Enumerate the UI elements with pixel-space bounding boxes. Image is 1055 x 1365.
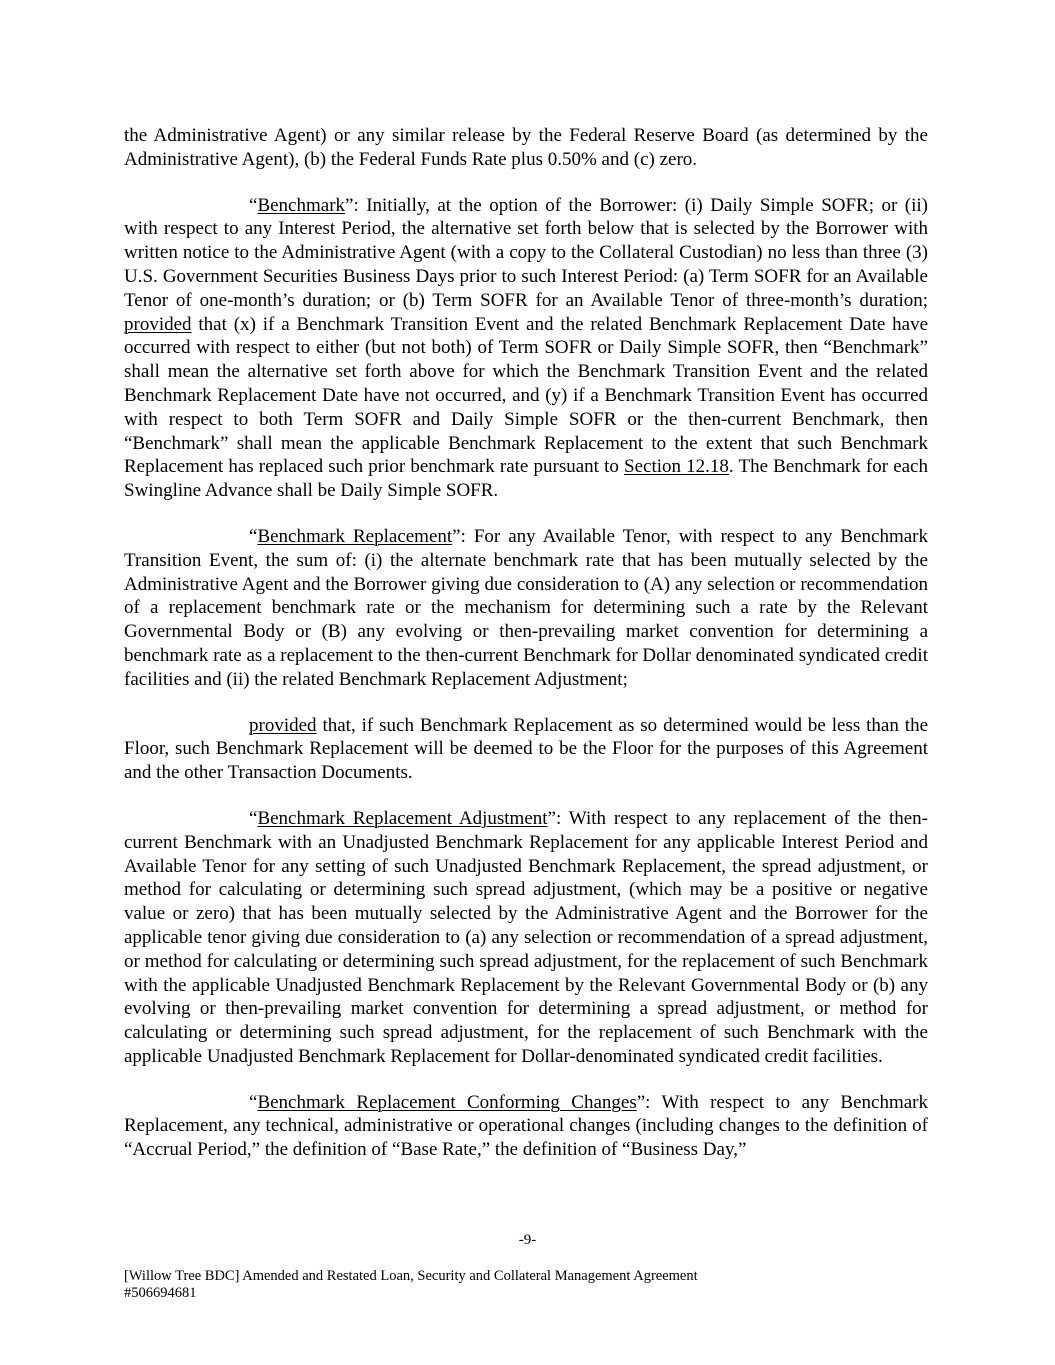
definition-text: . The Benchmark for each Swingline Advance shall be Daily Simple SOFR. xyxy=(124,456,928,502)
definition-text: ”: With respect to any replacement of the then-current Benchmark with an Unadjusted Benchmark Replacement for any applicable Interest Period and Available Tenor for any setting of such Unadjusted Benchmark Replacement, the spread adjustment, or method for calculating or determining such spread adjustment, (which may be a positive or negative value or zero) that has been mutually selected by the Administrative Agent and the Borrower for the applicable tenor giving due consideration to (a) any selection or recommendation of a spread adjustment, or method for calculating or determining such spread adjustment, for the replacement of such Benchmark with the applicable Unadjusted Benchmark Replacement by the Relevant Governmental Body or (b) any evolving or then-prevailing market convention for determining a spread adjustment, or method for calculating or determining such spread adjustment, for the replacement of such Benchmark with the applicable Unadjusted Benchmark Replacement for Dollar-denominated syndicated credit facilities. xyxy=(124,807,928,1067)
provided-term: provided xyxy=(124,313,192,335)
open-quote: “ xyxy=(249,194,258,216)
section-reference: Section 12.18 xyxy=(624,456,729,478)
footer-doc-id: #506694681 xyxy=(124,1285,197,1301)
definition-benchmark-replacement xyxy=(124,525,928,692)
open-quote: “ xyxy=(249,1091,258,1113)
document-body xyxy=(124,124,928,1184)
open-quote: “ xyxy=(249,525,258,547)
definition-text: ”: For any Available Tenor, with respect to any Benchmark Transition Event, the sum of: (i) the alternate benchmark rate that has been mutually selected by the Administrative Agent and the Borrower giving due consideration to (A) any selection or recommendation of a replacement benchmark rate or the mechanism for determining such a rate by the Relevant Governmental Body or (B) any evolving or then-prevailing market convention for determining a benchmark rate as a replacement to the then-current Benchmark for Dollar denominated syndicated credit facilities and (ii) the related Benchmark Replacement Adjustment; xyxy=(124,525,928,690)
definition-benchmark-replacement-conforming-changes xyxy=(124,1091,928,1162)
defined-term: Benchmark Replacement xyxy=(257,525,453,547)
paragraph-text: the Administrative Agent) or any similar release by the Federal Reserve Board (as determined by the Administrative Agent), (b) the Federal Funds Rate plus 0.50% and (c) zero. xyxy=(124,125,928,170)
definition-benchmark-replacement-adjustment xyxy=(124,807,928,1069)
page-footer xyxy=(124,1268,924,1302)
proviso-text: that, if such Benchmark Replacement as so determined would be less than the Floor, such Benchmark Replacement will be deemed to be the Floor for the purposes of this Agreement and the other Transaction Documents. xyxy=(124,714,928,784)
defined-term: Benchmark Replacement Adjustment xyxy=(257,807,548,829)
defined-term: Benchmark xyxy=(257,194,346,216)
definition-text: ”: Initially, at the option of the Borrower: (i) Daily Simple SOFR; or (ii) with respect to any Interest Period, the alternative set forth below that is selected by the Borrower with written notice to the Administrative Agent (with a copy to the Collateral Custodian) no less than three (3) U.S. Government Securities Business Days prior to such Interest Period: (a) Term SOFR for an Available Tenor of one-month’s duration; or (b) Term SOFR for an Available Tenor of three-month’s duration; xyxy=(124,194,928,311)
provided-term: provided xyxy=(249,714,317,736)
proviso-paragraph xyxy=(124,714,928,785)
open-quote: “ xyxy=(249,807,258,829)
page-number: -9- xyxy=(518,1232,537,1248)
definition-benchmark xyxy=(124,194,928,503)
definition-text: that (x) if a Benchmark Transition Event and the related Benchmark Replacement Date have occurred with respect to either (but not both) of Term SOFR or Daily Simple SOFR, then “Benchmark” shall mean the alternative set forth above for which the Benchmark Transition Event and the related Benchmark Replacement Date have not occurred, and (y) if a Benchmark Transition Event has occurred with respect to both Term SOFR and Daily Simple SOFR or the then-current Benchmark, then “Benchmark” shall mean the applicable Benchmark Replacement to the extent that such Benchmark Replacement has replaced such prior benchmark rate pursuant to xyxy=(124,313,928,478)
paragraph-continuation xyxy=(124,124,928,172)
definition-text: ”: With respect to any Benchmark Replacement, any technical, administrative or operational changes (including changes to the definition of “Accrual Period,” the definition of “Base Rate,” the definition of “Business Day,” xyxy=(124,1091,928,1161)
defined-term: Benchmark Replacement Conforming Changes xyxy=(257,1091,637,1113)
footer-title: [Willow Tree BDC] Amended and Restated Loan, Security and Collateral Management Agreement xyxy=(124,1268,698,1284)
